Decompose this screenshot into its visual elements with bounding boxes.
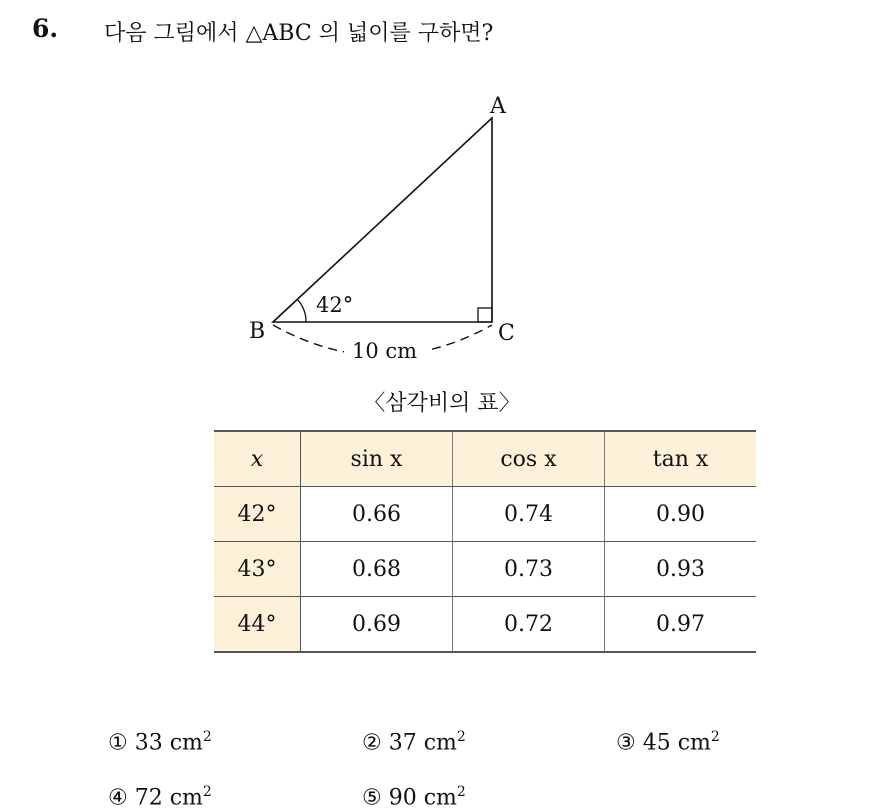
choice-1[interactable] bbox=[108, 729, 212, 755]
tan-cell: 0.93 bbox=[605, 542, 757, 597]
angle-arc bbox=[298, 300, 307, 322]
choice-value: 72 cm bbox=[134, 785, 203, 811]
sin-cell: 0.68 bbox=[301, 542, 453, 597]
vertex-a-label: A bbox=[490, 94, 506, 119]
cos-cell: 0.73 bbox=[453, 542, 605, 597]
angle-cell: 43° bbox=[214, 542, 301, 597]
choice-3[interactable] bbox=[616, 729, 720, 755]
header-x: x bbox=[214, 431, 301, 487]
header-sin: sin x bbox=[301, 431, 453, 487]
choice-exponent: 2 bbox=[456, 729, 466, 745]
trig-ratio-table bbox=[214, 430, 756, 653]
base-length-label: 10 cm bbox=[352, 339, 418, 363]
choice-exponent: 2 bbox=[202, 784, 212, 800]
triangle-abc bbox=[273, 118, 492, 322]
choice-exponent: 2 bbox=[710, 729, 720, 745]
angle-cell: 42° bbox=[214, 487, 301, 542]
choice-marker: ② bbox=[362, 730, 382, 756]
vertex-c-label: C bbox=[498, 321, 515, 346]
table-title: 〈삼각비의 표〉 bbox=[363, 391, 521, 416]
table-row bbox=[214, 597, 756, 653]
angle-label: 42° bbox=[316, 293, 354, 317]
table-header-row bbox=[214, 431, 756, 487]
table-row bbox=[214, 542, 756, 597]
choice-marker: ⑤ bbox=[362, 785, 382, 811]
angle-cell: 44° bbox=[214, 597, 301, 653]
choice-exponent: 2 bbox=[456, 784, 466, 800]
tan-cell: 0.90 bbox=[605, 487, 757, 542]
choice-marker: ① bbox=[108, 730, 128, 756]
question-number: 6. bbox=[32, 14, 59, 43]
choice-value: 37 cm bbox=[388, 730, 457, 756]
choice-4[interactable] bbox=[108, 784, 212, 810]
choice-exponent: 2 bbox=[202, 729, 212, 745]
vertex-b-label: B bbox=[249, 319, 266, 344]
choice-value: 33 cm bbox=[134, 730, 203, 756]
choice-5[interactable] bbox=[362, 784, 466, 810]
choice-value: 45 cm bbox=[642, 730, 711, 756]
question-text: 다음 그림에서 △ABC 의 넓이를 구하면? bbox=[104, 21, 494, 46]
choice-value: 90 cm bbox=[388, 785, 457, 811]
choice-marker: ④ bbox=[108, 785, 128, 811]
choice-2[interactable] bbox=[362, 729, 466, 755]
right-angle-mark bbox=[478, 308, 492, 322]
tan-cell: 0.97 bbox=[605, 597, 757, 653]
sin-cell: 0.66 bbox=[301, 487, 453, 542]
sin-cell: 0.69 bbox=[301, 597, 453, 653]
header-tan: tan x bbox=[605, 431, 757, 487]
choice-marker: ③ bbox=[616, 730, 636, 756]
header-cos: cos x bbox=[453, 431, 605, 487]
triangle-figure bbox=[240, 88, 540, 373]
table-row bbox=[214, 487, 756, 542]
cos-cell: 0.72 bbox=[453, 597, 605, 653]
cos-cell: 0.74 bbox=[453, 487, 605, 542]
